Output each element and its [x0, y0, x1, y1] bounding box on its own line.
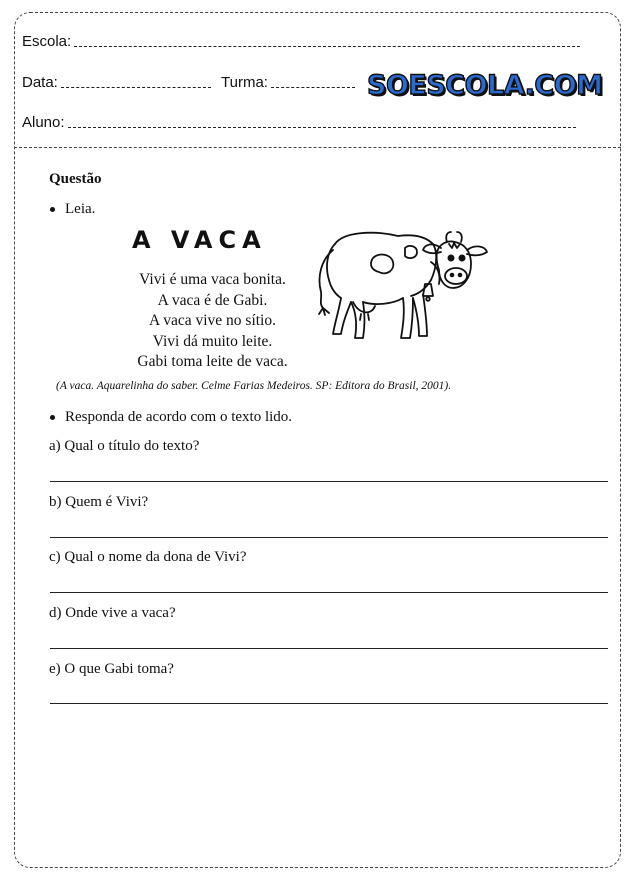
student-field	[22, 114, 576, 131]
question-e: e) O que Gabi toma?	[49, 661, 174, 677]
question-c: c) Qual o nome da dona de Vivi?	[49, 549, 247, 565]
question-a: a) Qual o título do texto?	[49, 438, 200, 454]
text-line: Vivi dá muito leite.	[152, 332, 273, 350]
class-label: Turma:	[221, 74, 268, 91]
student-input-line[interactable]	[68, 127, 576, 128]
answer-instruction	[50, 409, 292, 426]
student-label: Aluno:	[22, 114, 65, 131]
text-line: A vaca vive no sítio.	[149, 312, 276, 329]
soescola-logo: SOESCOLA.COM	[367, 70, 603, 101]
school-field	[22, 33, 580, 50]
date-field	[22, 74, 211, 91]
question-b: b) Quem é Vivi?	[49, 494, 149, 510]
text-line: A vaca é de Gabi.	[157, 291, 268, 309]
school-label: Escola:	[22, 33, 72, 50]
read-instruction	[50, 201, 95, 218]
answer-line-a[interactable]	[50, 481, 608, 482]
date-label: Data:	[22, 74, 58, 91]
school-input-line[interactable]	[74, 46, 580, 47]
date-input-line[interactable]	[61, 87, 211, 88]
text-line: Gabi toma leite de vaca.	[137, 353, 288, 370]
question-title: Questão	[49, 171, 102, 187]
text-body	[100, 270, 325, 373]
text-source: (A vaca. Aquarelinha do saber. Celme Farias Medeiros. SP: Editora do Brasil, 2001).	[56, 380, 452, 392]
answer-line-b[interactable]	[50, 537, 608, 538]
bullet-icon	[50, 415, 55, 420]
answer-line-e[interactable]	[50, 703, 608, 704]
bullet-icon	[50, 207, 55, 212]
text-title: A VACA	[132, 226, 267, 254]
question-d: d) Onde vive a vaca?	[49, 605, 176, 621]
answer-line-c[interactable]	[50, 592, 608, 593]
header-divider	[14, 147, 621, 148]
read-instruction-text: Leia.	[65, 201, 96, 217]
text-line: Vivi é uma vaca bonita.	[139, 271, 286, 288]
class-field	[221, 74, 355, 91]
class-input-line[interactable]	[271, 87, 355, 88]
answer-instruction-text: Responda de acordo com o texto lido.	[65, 409, 293, 425]
answer-line-d[interactable]	[50, 648, 608, 649]
cow-illustration	[313, 222, 493, 347]
